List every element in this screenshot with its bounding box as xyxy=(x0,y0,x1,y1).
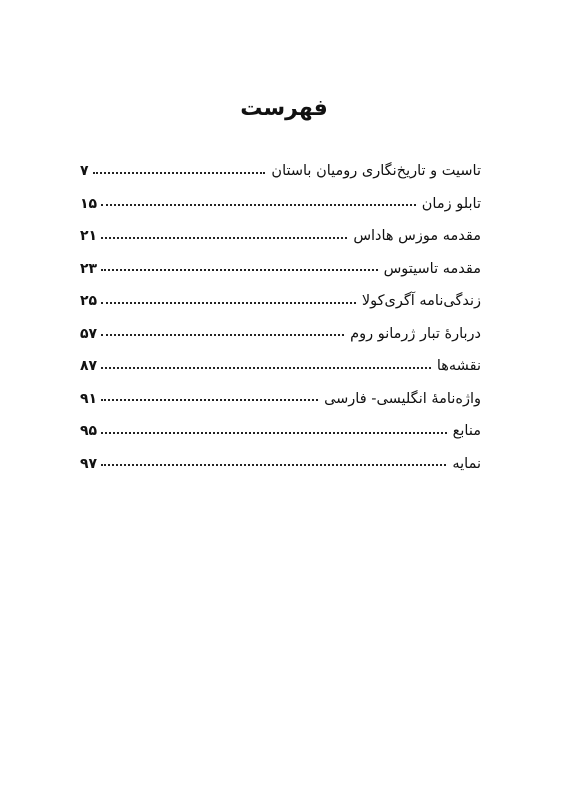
page-title: فهرست xyxy=(240,96,328,121)
dot-leader xyxy=(101,432,447,434)
dot-leader xyxy=(101,399,318,401)
toc-entry[interactable] xyxy=(80,155,481,188)
dot-leader xyxy=(101,237,347,239)
toc-entry-label: نقشه‌ها xyxy=(436,358,481,374)
dot-leader xyxy=(101,302,356,304)
toc-entry[interactable] xyxy=(80,383,481,416)
toc-entry-page: ۲۵ xyxy=(80,293,98,309)
toc-entry[interactable] xyxy=(80,253,481,286)
toc-entry-label: تابلو زمان xyxy=(421,195,481,212)
toc-entry[interactable] xyxy=(80,318,481,351)
toc-entry-label: تاسیت و تاریخ‌نگاری رومیان باستان xyxy=(271,163,481,179)
toc-entry[interactable] xyxy=(80,448,481,481)
dot-leader xyxy=(101,464,446,466)
toc-entry-page: ۲۳ xyxy=(80,260,98,277)
dot-leader xyxy=(101,367,431,369)
toc-entry-label: مقدمه تاسیتوس xyxy=(383,260,481,277)
dot-leader xyxy=(101,204,416,206)
toc-entry-label: زندگی‌نامه آگری‌کولا xyxy=(361,293,481,309)
dot-leader xyxy=(93,172,266,174)
toc-entry-label: واژه‌نامهٔ انگلیسی- فارسی xyxy=(324,390,481,407)
toc-entry[interactable] xyxy=(80,350,481,383)
toc-entry-page: ۲۱ xyxy=(80,228,98,244)
toc-entry-page: ۱۵ xyxy=(80,195,98,212)
toc-entry[interactable] xyxy=(80,285,481,318)
toc-entry-page: ۹۵ xyxy=(80,423,98,439)
toc-entry[interactable] xyxy=(80,415,481,448)
toc-entry-page: ۹۱ xyxy=(80,390,98,407)
dot-leader xyxy=(101,334,344,336)
toc-entry[interactable] xyxy=(80,220,481,253)
table-of-contents xyxy=(80,155,481,480)
toc-entry-label: دربارهٔ تبار ژرمانو روم xyxy=(350,325,481,342)
toc-entry-page: ۵۷ xyxy=(80,325,98,342)
toc-entry-label: منابع xyxy=(452,423,481,439)
toc-entry-label: مقدمه موزس هاداس xyxy=(353,228,481,244)
toc-entry-page: ۸۷ xyxy=(80,358,98,374)
toc-entry-label: نمایه xyxy=(452,455,481,472)
toc-entry-page: ۷ xyxy=(80,163,89,179)
toc-entry-page: ۹۷ xyxy=(80,455,98,472)
dot-leader xyxy=(101,269,377,271)
toc-entry[interactable] xyxy=(80,188,481,221)
